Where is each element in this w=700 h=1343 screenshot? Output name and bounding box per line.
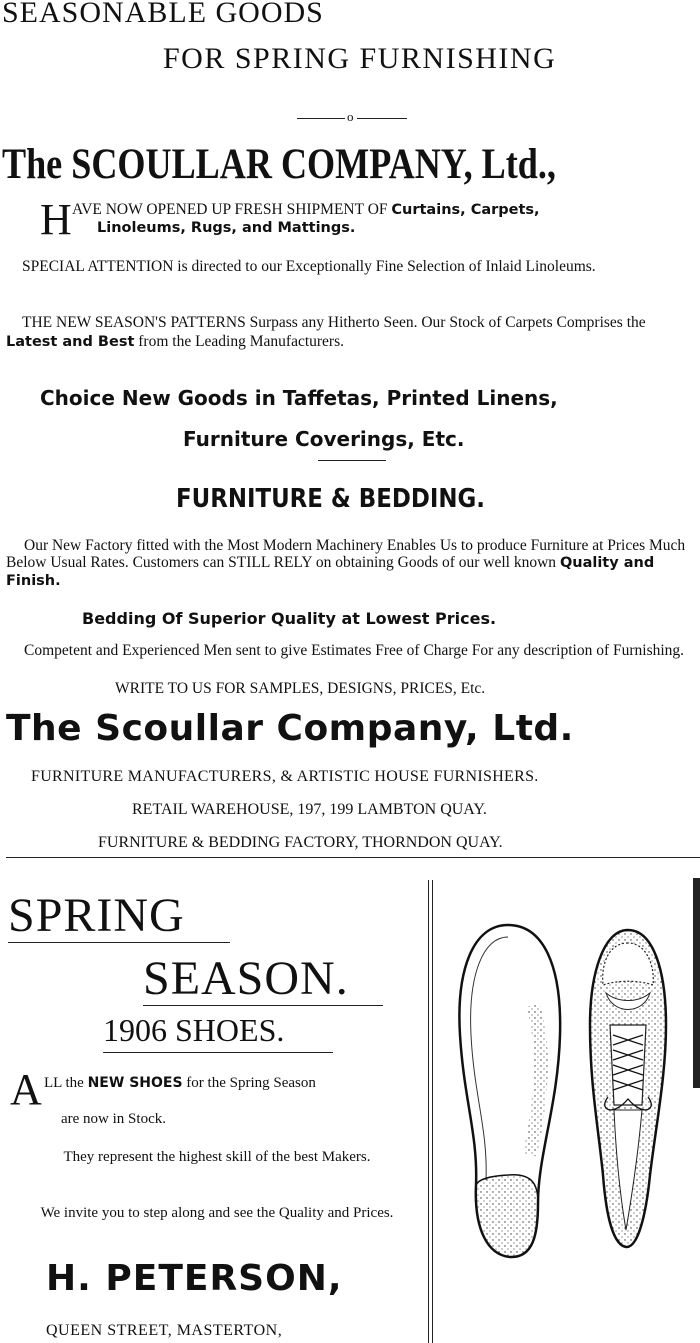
write-to-us-line: WRITE TO US FOR SAMPLES, DESIGNS, PRICES, Etc.: [115, 680, 486, 697]
dropcap-a: A: [10, 1065, 42, 1114]
season-title: SEASON.: [143, 952, 349, 1005]
peterson-address: QUEEN STREET, MASTERTON,: [46, 1322, 283, 1339]
special-attention-paragraph: SPECIAL ATTENTION is directed to our Exceptionally Fine Selection of Inlaid Linoleums.: [22, 258, 596, 275]
header-spring-furnishing: FOR SPRING FURNISHING: [163, 42, 557, 75]
competent-men-paragraph: Competent and Experienced Men sent to give Estimates Free of Charge For any description of Furnishing.: [24, 642, 685, 659]
choice-goods-line-2: Furniture Coverings, Etc.: [183, 427, 465, 451]
intro-line-2: are now in Stock.: [61, 1111, 166, 1127]
short-divider: [318, 460, 386, 461]
column-rule-left: [428, 880, 429, 1343]
title-underline-2: [143, 1005, 383, 1006]
company-title: The SCOULLAR COMPANY, Ltd.,: [2, 141, 556, 188]
choice-goods-line-1: Choice New Goods in Taffetas, Printed Linens,: [40, 386, 558, 410]
footer-manufacturers: FURNITURE MANUFACTURERS, & ARTISTIC HOUSE FURNISHERS.: [31, 768, 539, 785]
footer-factory: FURNITURE & BEDDING FACTORY, THORNDON QUAY.: [98, 834, 503, 851]
shoe-sole-icon: [459, 925, 560, 1257]
peterson-name: H. PETERSON,: [46, 1258, 343, 1299]
invite-paragraph: We invite you to step along and see the Quality and Prices.: [40, 1205, 394, 1221]
company-signature: The Scoullar Company, Ltd.: [6, 708, 574, 749]
skill-paragraph: They represent the highest skill of the best Makers.: [63, 1149, 371, 1165]
dropcap-h: H: [40, 195, 72, 244]
header-seasonable-goods: SEASONABLE GOODS: [2, 0, 324, 29]
bedding-quality-line: Bedding Of Superior Quality at Lowest Prices.: [82, 609, 497, 628]
subtitle-underline: [103, 1052, 333, 1053]
shoe-brogue-icon: [590, 930, 666, 1247]
section-divider: [6, 857, 700, 858]
footer-retail-warehouse: RETAIL WAREHOUSE, 197, 199 LAMBTON QUAY.: [132, 801, 487, 818]
factory-paragraph: Our New Factory fitted with the Most Modern Machinery Enables Us to produce Furniture at Prices Much Below Usual Rates. Customers can STILL RELY on obtaining Goods of our well known Quality and Finish.: [6, 537, 686, 589]
furniture-bedding-heading: FURNITURE & BEDDING.: [176, 484, 486, 514]
patterns-paragraph: THE NEW SEASON'S PATTERNS Surpass any Hitherto Seen. Our Stock of Carpets Comprises the Latest and Best from the Leading Manufacturers.: [6, 314, 646, 350]
shoes-subtitle: 1906 SHOES.: [103, 1012, 285, 1048]
title-underline-1: [8, 942, 230, 943]
intro-line-1: LL the NEW SHOES for the Spring Season: [44, 1075, 316, 1091]
spring-title: SPRING: [8, 889, 185, 942]
column-rule-right: [432, 880, 433, 1343]
shoe-illustration: [438, 885, 698, 1270]
